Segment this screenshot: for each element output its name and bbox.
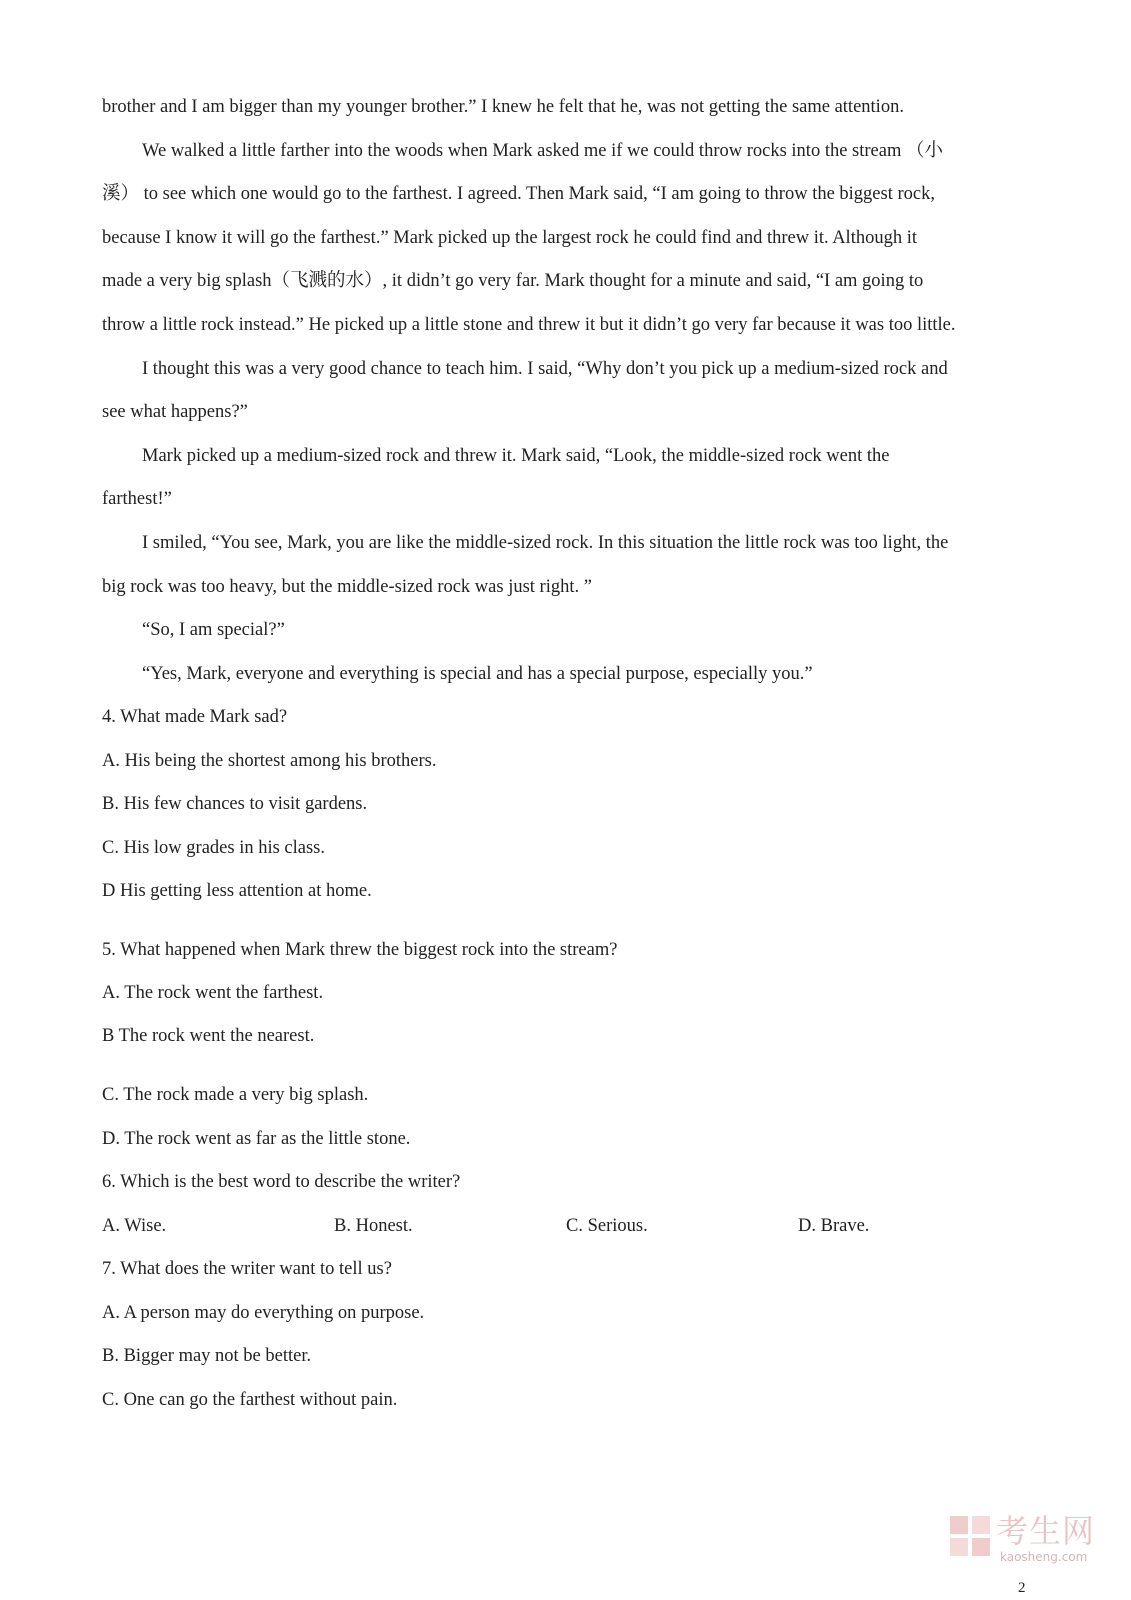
watermark-cn: 考生网 [996, 1512, 1096, 1550]
option-5d: D. The rock went as far as the little stone. [102, 1129, 411, 1149]
passage-line: made a very big splash（飞溅的水）, it didn’t go very far. Mark thought for a minute and said, “I am going to [102, 271, 924, 291]
option-7b: B. Bigger may not be better. [102, 1346, 312, 1366]
passage-line: brother and I am bigger than my younger brother.” I knew he felt that he, was not getting the same attention. [102, 97, 904, 117]
watermark-logo [948, 1510, 1118, 1580]
page-number: 2 [1018, 1580, 1026, 1596]
option-4d: D His getting less attention at home. [102, 881, 372, 901]
option-6a: A. Wise. [102, 1216, 167, 1236]
passage-line: throw a little rock instead.” He picked up a little stone and threw it but it didn’t go very far because it was too little. [102, 315, 956, 335]
option-7c: C. One can go the farthest without pain. [102, 1390, 398, 1410]
option-7a: A. A person may do everything on purpose. [102, 1303, 425, 1323]
passage-line: big rock was too heavy, but the middle-sized rock was just right. ” [102, 577, 592, 597]
option-4b: B. His few chances to visit gardens. [102, 794, 368, 814]
option-5a: A. The rock went the farthest. [102, 983, 324, 1003]
option-5c: C. The rock made a very big splash. [102, 1085, 369, 1105]
passage-line: see what happens?” [102, 402, 248, 422]
option-6c: C. Serious. [566, 1216, 648, 1236]
question-6: 6. Which is the best word to describe the writer? [102, 1172, 461, 1192]
question-4: 4. What made Mark sad? [102, 707, 288, 727]
watermark-en: kaosheng.com [1000, 1550, 1088, 1564]
passage-line: “Yes, Mark, everyone and everything is special and has a special purpose, especially you.” [142, 664, 813, 684]
passage-line: I thought this was a very good chance to teach him. I said, “Why don’t you pick up a medium-sized rock and [142, 359, 948, 379]
option-6b: B. Honest. [334, 1216, 413, 1236]
option-4a: A. His being the shortest among his brothers. [102, 751, 437, 771]
passage-line: 溪） to see which one would go to the farthest. I agreed. Then Mark said, “I am going to throw the biggest rock, [102, 184, 935, 204]
passage-line: We walked a little farther into the woods when Mark asked me if we could throw rocks into the stream （小 [142, 141, 943, 161]
passage-line: Mark picked up a medium-sized rock and threw it. Mark said, “Look, the middle-sized rock went the [142, 446, 890, 466]
question-7: 7. What does the writer want to tell us? [102, 1259, 392, 1279]
passage-line: “So, I am special?” [142, 620, 285, 640]
question-5: 5. What happened when Mark threw the biggest rock into the stream? [102, 940, 618, 960]
kaosheng-logo-icon [948, 1512, 992, 1560]
passage-line: I smiled, “You see, Mark, you are like the middle-sized rock. In this situation the little rock was too light, the [142, 533, 949, 553]
option-4c: C. His low grades in his class. [102, 838, 326, 858]
option-5b: B The rock went the nearest. [102, 1026, 315, 1046]
option-6d: D. Brave. [798, 1216, 870, 1236]
passage-line: because I know it will go the farthest.” Mark picked up the largest rock he could find and threw it. Although it [102, 228, 917, 248]
passage-line: farthest!” [102, 489, 172, 509]
